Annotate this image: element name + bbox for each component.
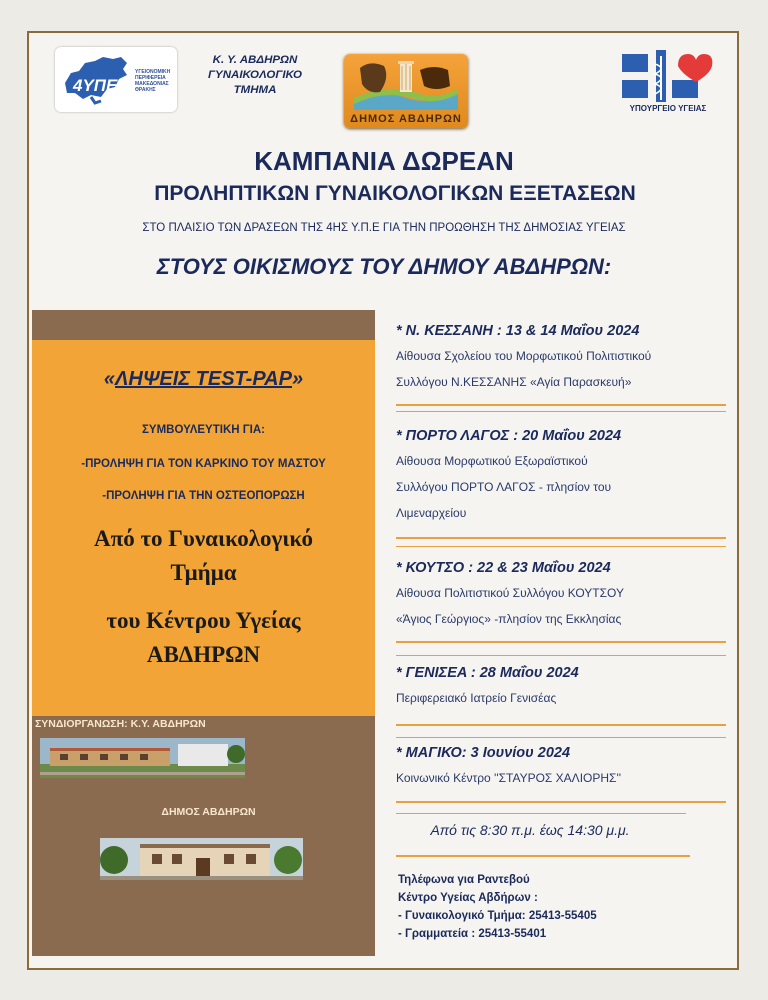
left-panel-top-strip [32, 310, 375, 340]
contact-line1: Τηλέφωνα για Ραντεβού [398, 874, 530, 886]
ministry-health-logo [620, 50, 716, 120]
prevention-osteoporosis: -ΠΡΟΛΗΨΗ ΓΙΑ ΤΗΝ ΟΣΤΕΟΠΟΡΩΣΗ [102, 490, 305, 502]
divider [396, 813, 686, 814]
schedule-item-kessani [396, 323, 726, 395]
divider [396, 411, 726, 412]
ministry-cross-icon [622, 50, 714, 102]
contact-secretariat-phone: - Γραμματεία : 25413-55401 [398, 928, 547, 940]
ky-header [200, 53, 310, 98]
divider [396, 655, 726, 656]
counsel-heading: ΣΥΜΒΟΥΛΕΥΤΙΚΗ ΓΙΑ: [142, 424, 265, 436]
department-line2: Τμήμα [170, 560, 237, 585]
schedule-title: * Ν. ΚΕΣΣΑΝΗ : 13 & 14 Μαΐου 2024 [396, 323, 640, 339]
region-map-icon [61, 53, 133, 105]
schedule-item-koutso [396, 560, 726, 632]
contact-gyn-phone: - Γυναικολογικό Τμήμα: 25413-55405 [398, 910, 597, 922]
schedule-line: Συλλόγου ΠΟΡΤΟ ΛΑΓΟΣ - πλησίον του [396, 480, 612, 494]
ky-header-line1: Κ. Υ. ΑΒΔΗΡΩΝ [212, 54, 298, 66]
campaign-title: ΚΑΜΠΑΝΙΑ ΔΩΡΕΑΝ [254, 146, 514, 176]
schedule-item-magiko [396, 745, 726, 791]
dimos-label: ΔΗΜΟΣ ΑΒΔΗΡΩΝ [161, 806, 256, 818]
dimos-logo-label: ΔΗΜΟΣ ΑΒΔΗΡΩΝ [350, 113, 462, 125]
schedule-title: * ΜΑΓΙΚΟ: 3 Ιουνίου 2024 [396, 745, 571, 761]
schedule-title: * ΚΟΥΤΣΟ : 22 & 23 Μαΐου 2024 [396, 560, 611, 576]
schedule-line: Αίθουσα Μορφωτικού Εξωραϊστικού [396, 454, 588, 468]
prevention-breast-cancer: -ΠΡΟΛΗΨΗ ΓΙΑ ΤΟΝ ΚΑΡΚΙΝΟ ΤΟΥ ΜΑΣΤΟΥ [81, 458, 326, 470]
schedule-item-genisea [396, 665, 726, 711]
schedule-line: Λιμεναρχείου [396, 506, 467, 520]
dimos-avdiron-logo [344, 54, 468, 128]
ministry-label: ΥΠΟΥΡΓΕΙΟ ΥΓΕΙΑΣ [629, 104, 707, 113]
schedule-line: Κοινωνικό Κέντρο ''ΣΤΑΥΡΟΣ ΧΑΛΙΟΡΗΣ'' [396, 771, 622, 785]
4ype-logo-text: 4ΥΠΕ [73, 76, 118, 95]
schedule-title: * ΓΕΝΙΣΕΑ : 28 Μαΐου 2024 [396, 665, 579, 681]
schedule-line: Αίθουσα Σχολείου του Μορφωτικού Πολιτιστικού [396, 349, 652, 363]
co-organization-label: ΣΥΝΔΙΟΡΓΑΝΩΣΗ: Κ.Υ. ΑΒΔΗΡΩΝ [35, 718, 206, 730]
4ype-logo [55, 47, 177, 112]
health-center-photo [40, 738, 245, 778]
hours-text: Από τις 8:30 π.μ. έως 14:30 μ.μ. [430, 822, 630, 838]
quote-open: « [103, 368, 116, 390]
health-center-line1: του Κέντρου Υγείας [106, 608, 301, 633]
4ype-logo-subtitle: ΥΓΕΙΟΝΟΜΙΚΗ ΠΕΡΙΦΕΡΕΙΑ ΜΑΚΕΔΟΝΙΑΣ ΘΡΑΚΗΣ [135, 69, 171, 93]
divider [396, 537, 726, 539]
ky-header-line3: ΤΜΗΜΑ [233, 84, 277, 96]
schedule-line: Περιφερειακό Ιατρείο Γενισέας [396, 691, 557, 705]
schedule-title: * ΠΟΡΤΟ ΛΑΓΟΣ : 20 Μαΐου 2024 [396, 428, 622, 444]
test-pap-heading [32, 368, 375, 391]
framework-subtitle: ΣΤΟ ΠΛΑΙΣΙΟ ΤΩΝ ΔΡΑΣΕΩΝ ΤΗΣ 4ΗΣ Υ.Π.Ε ΓΙΑ ΤΗΝ ΠΡΟΩΘΗΣΗ ΤΗΣ ΔΗΜΟΣΙΑΣ ΥΓΕΙΑΣ [142, 222, 626, 234]
contact-line2: Κέντρο Υγείας Αβδήρων : [398, 892, 538, 904]
settlements-heading: ΣΤΟΥΣ ΟΙΚΙΣΜΟΥΣ ΤΟΥ ΔΗΜΟΥ ΑΒΔΗΡΩΝ: [156, 254, 612, 279]
department-text [32, 522, 375, 590]
services-panel [32, 340, 375, 716]
divider [396, 641, 726, 643]
schedule-line: Αίθουσα Πολιτιστικού Συλλόγου ΚΟΥΤΣΟΥ [396, 586, 625, 600]
divider [396, 404, 726, 406]
schedule-line: Συλλόγου Ν.ΚΕΣΣΑΝΗΣ «Αγία Παρασκευή» [396, 375, 632, 389]
health-center-line2: ΑΒΔΗΡΩΝ [146, 642, 261, 667]
department-line1: Από το Γυναικολογικό [93, 526, 314, 551]
divider [396, 546, 726, 547]
schedule-item-porto-lagos [396, 428, 726, 526]
quote-close: » [291, 368, 304, 390]
town-hall-photo [100, 838, 303, 880]
exams-title: ΠΡΟΛΗΠΤΙΚΩΝ ΓΥΝΑΙΚΟΛΟΓΙΚΩΝ ΕΞΕΤΑΣΕΩΝ [154, 182, 636, 205]
ky-header-line2: ΓΥΝΑΙΚΟΛΟΓΙΚΟ [208, 69, 302, 81]
test-pap-text: ΛΗΨΕΙΣ TEST-PAP [115, 368, 292, 390]
health-center-text [32, 604, 375, 672]
divider [396, 737, 726, 738]
schedule-line: «Άγιος Γεώργιος» -πλησίον της Εκκλησίας [396, 612, 622, 626]
co-organization-panel [32, 716, 375, 956]
divider [396, 801, 726, 803]
divider [396, 855, 690, 857]
dimos-emblem-icon [350, 58, 462, 110]
divider [396, 724, 726, 726]
contact-info [398, 871, 718, 943]
